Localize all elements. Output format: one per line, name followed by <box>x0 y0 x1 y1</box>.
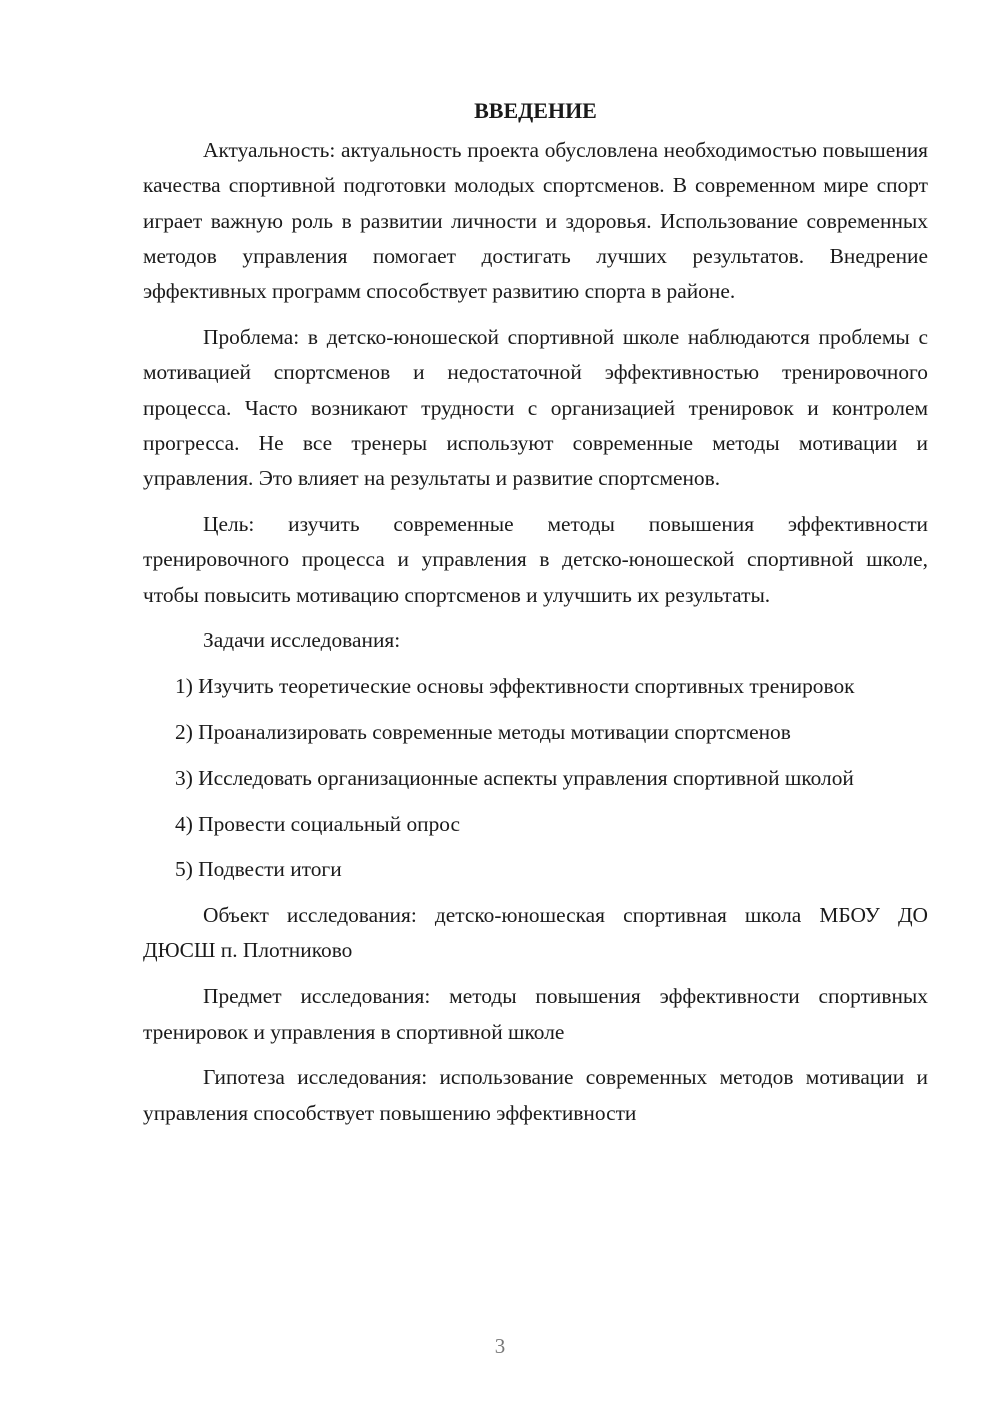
paragraph-object: Объект исследования: детско-юношеская спортивная школа МБОУ ДО ДЮСШ п. Плотниково <box>143 903 928 963</box>
paragraph-goal: Цель: изучить современные методы повышения эффективности тренировочного процесса и управления в детско-юношеской спортивной школе, чтобы повысить мотивацию спортсменов и улучшить их результаты. <box>143 511 928 607</box>
page-title: ВВЕДЕНИЕ <box>474 98 597 123</box>
task-item-1: 1) Изучить теоретические основы эффективности спортивных тренировок <box>175 674 855 699</box>
task-item-2: 2) Проанализировать современные методы мотивации спортсменов <box>175 719 791 744</box>
tasks-heading: Задачи исследования: <box>203 628 401 653</box>
task-item-4: 4) Провести социальный опрос <box>175 811 461 836</box>
paragraph-problem: Проблема: в детско-юношеской спортивной школе наблюдаются проблемы с мотивацией спортсменов и недостаточной эффективностью тренировочного процесса. Часто возникают трудности с организацией тренировок и контролем прогресса. Не все тренеры используют современные методы мотивации и управления. Это влияет на результаты и развитие спортсменов. <box>143 324 928 491</box>
paragraph-hypothesis: Гипотеза исследования: использование современных методов мотивации и управления способствует повышению эффективности <box>143 1065 928 1125</box>
task-item-3: 3) Исследовать организационные аспекты управления спортивной школой <box>175 765 854 790</box>
task-item-5: 5) Подвести итоги <box>175 857 342 882</box>
page-content <box>143 93 928 1141</box>
paragraph-relevance: Актуальность: актуальность проекта обусловлена необходимостью повышения качества спортивной подготовки молодых спортсменов. В современном мире спорт играет важную роль в развитии личности и здоровья. Использование современных методов управления помогает достигать лучших результатов. Внедрение эффективных программ способствует развитию спорта в районе. <box>143 138 928 304</box>
page-number: 3 <box>494 1334 506 1358</box>
paragraph-subject: Предмет исследования: методы повышения эффективности спортивных тренировок и управления в спортивной школе <box>143 984 928 1044</box>
